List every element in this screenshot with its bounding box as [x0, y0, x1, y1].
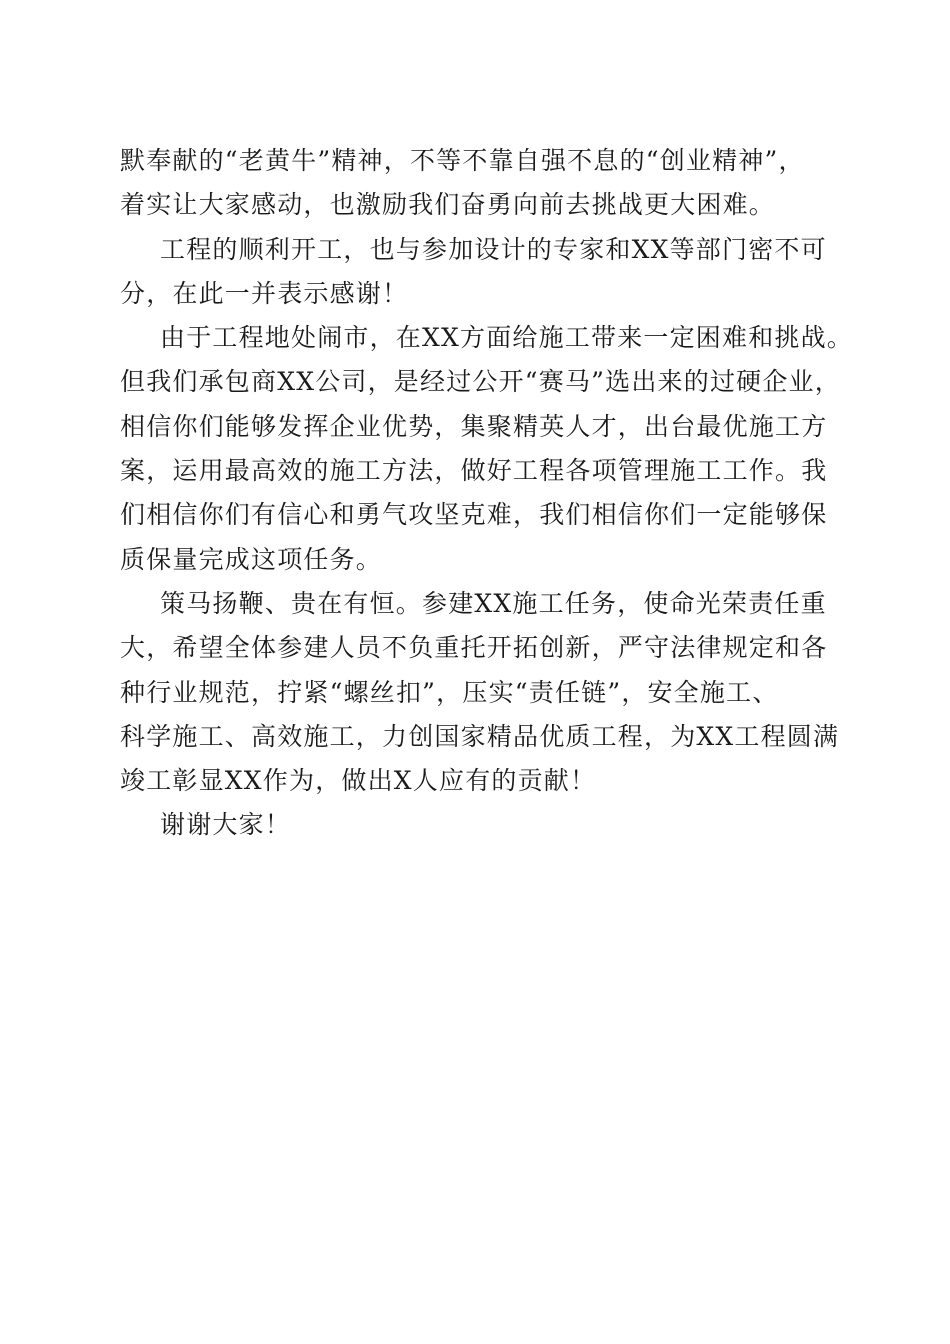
text-line: 科学施工、高效施工，力创国家精品优质工程，为XX工程圆满: [120, 721, 840, 751]
text-line: 默奉献的“老黄牛”精神，不等不靠自强不息的“创业精神”，: [120, 146, 805, 175]
text-line: 们相信你们有信心和勇气攻坚克难，我们相信你们一定能够保: [120, 500, 828, 530]
document-body: [120, 139, 853, 848]
text-line: 由于工程地处闹市，在XX方面给施工带来一定困难和挑战。: [160, 323, 853, 353]
text-line: 大，希望全体参建人员不负重托开拓创新，严守法律规定和各: [120, 633, 828, 663]
text-line: 着实让大家感动，也激励我们奋勇向前去挑战更大困难。: [120, 190, 776, 220]
text-line: 分，在此一并表示感谢！: [120, 278, 409, 308]
text-line: 策马扬鞭、贵在有恒。参建XX施工任务，使命光荣责任重: [160, 588, 827, 618]
text-line: 竣工彰显XX作为，做出X人应有的贡献！: [120, 766, 597, 796]
text-line: 质保量完成这项任务。: [120, 544, 383, 574]
text-line: 谢谢大家！: [160, 810, 292, 840]
text-line: 相信你们能够发挥企业优势，集聚精英人才，出台最优施工方: [120, 411, 828, 441]
text-line: 种行业规范，拧紧“螺丝扣”，压实“责任链”，安全施工、: [120, 677, 779, 707]
text-line: 案，运用最高效的施工方法，做好工程各项管理施工工作。我: [120, 456, 828, 486]
text-line: 但我们承包商XX公司，是经过公开“赛马”选出来的过硬企业，: [120, 367, 841, 397]
text-line: 工程的顺利开工，也与参加设计的专家和XX等部门密不可: [160, 234, 827, 264]
